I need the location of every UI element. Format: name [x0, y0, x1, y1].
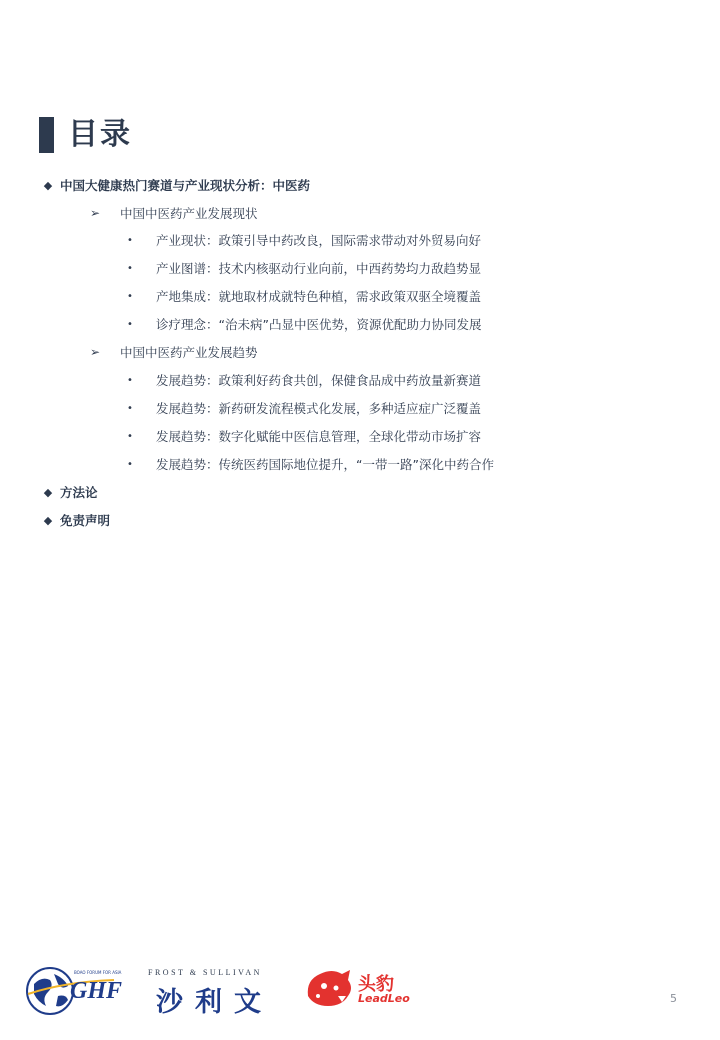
toc-item-label: 中国中医药产业发展现状 [120, 206, 258, 221]
ghf-logo-small-text: BOAO FORUM FOR ASIA [74, 970, 122, 975]
leadleo-cn: 头豹 [358, 974, 394, 995]
toc-item[interactable] [42, 175, 310, 195]
dot-bullet-icon: • [127, 402, 133, 414]
toc-item-label: 免责声明 [60, 513, 111, 528]
toc-item[interactable] [42, 510, 110, 530]
toc-item-label: 方法论 [60, 485, 98, 500]
toc-item[interactable] [126, 286, 481, 306]
toc-item[interactable] [126, 454, 494, 474]
leadleo-logo [304, 966, 414, 1012]
toc-item[interactable] [126, 426, 481, 446]
toc-item-label: 发展趋势：政策利好药食共创，保健食品成中药放量新赛道 [156, 373, 482, 388]
dot-bullet-icon: • [127, 262, 133, 274]
toc-item-label: 产业现状：政策引导中药改良，国际需求带动对外贸易向好 [156, 233, 482, 248]
page-title: 目录 [68, 117, 132, 152]
toc-item-label: 发展趋势：数字化赋能中医信息管理，全球化带动市场扩容 [156, 429, 482, 444]
frost-sullivan-cn: 沙利文 [156, 987, 273, 1018]
toc-item-label: 发展趋势：传统医药国际地位提升，“一带一路”深化中药合作 [156, 457, 494, 472]
dot-bullet-icon: • [127, 318, 133, 330]
diamond-bullet-icon: ◆ [43, 178, 53, 192]
title-accent-bar [39, 117, 54, 153]
frost-sullivan-en: FROST & SULLIVAN [148, 968, 262, 977]
frost-sullivan-logo [148, 966, 296, 1018]
dot-bullet-icon: • [127, 234, 133, 246]
toc-item[interactable] [126, 314, 481, 334]
toc-item-label: 中国大健康热门赛道与产业现状分析：中医药 [60, 178, 311, 193]
toc-item-label: 诊疗理念：“治未病”凸显中医优势，资源优配助力协同发展 [156, 317, 482, 332]
dot-bullet-icon: • [127, 430, 133, 442]
toc-item[interactable] [126, 258, 481, 278]
dot-bullet-icon: • [127, 458, 133, 470]
toc-item-label: 产地集成：就地取材成就特色种植，需求政策双驱全境覆盖 [156, 289, 482, 304]
footer-logos [0, 960, 720, 1020]
toc-item-label: 发展趋势：新药研发流程模式化发展，多种适应症广泛覆盖 [156, 401, 482, 416]
arrow-bullet-icon: ➢ [89, 345, 101, 359]
toc-item[interactable] [126, 230, 481, 250]
toc-item[interactable] [88, 203, 258, 223]
leopard-head-icon [304, 966, 354, 1010]
toc-item[interactable] [126, 370, 481, 390]
toc-item[interactable] [126, 398, 481, 418]
dot-bullet-icon: • [127, 290, 133, 302]
diamond-bullet-icon: ◆ [43, 513, 53, 527]
dot-bullet-icon: • [127, 374, 133, 386]
page-title-block [39, 116, 132, 154]
ghf-logo-text: GHF [70, 978, 123, 1004]
leadleo-en: LeadLeo [358, 992, 410, 1005]
diamond-bullet-icon: ◆ [43, 485, 53, 499]
page-number: 5 [670, 992, 677, 1005]
toc-item[interactable] [88, 342, 258, 362]
toc-item-label: 产业图谱：技术内核驱动行业向前，中西药势均力敌趋势显 [156, 261, 482, 276]
ghf-logo [24, 964, 144, 1016]
toc-item[interactable] [42, 482, 98, 502]
arrow-bullet-icon: ➢ [89, 206, 101, 220]
toc-item-label: 中国中医药产业发展趋势 [120, 345, 258, 360]
